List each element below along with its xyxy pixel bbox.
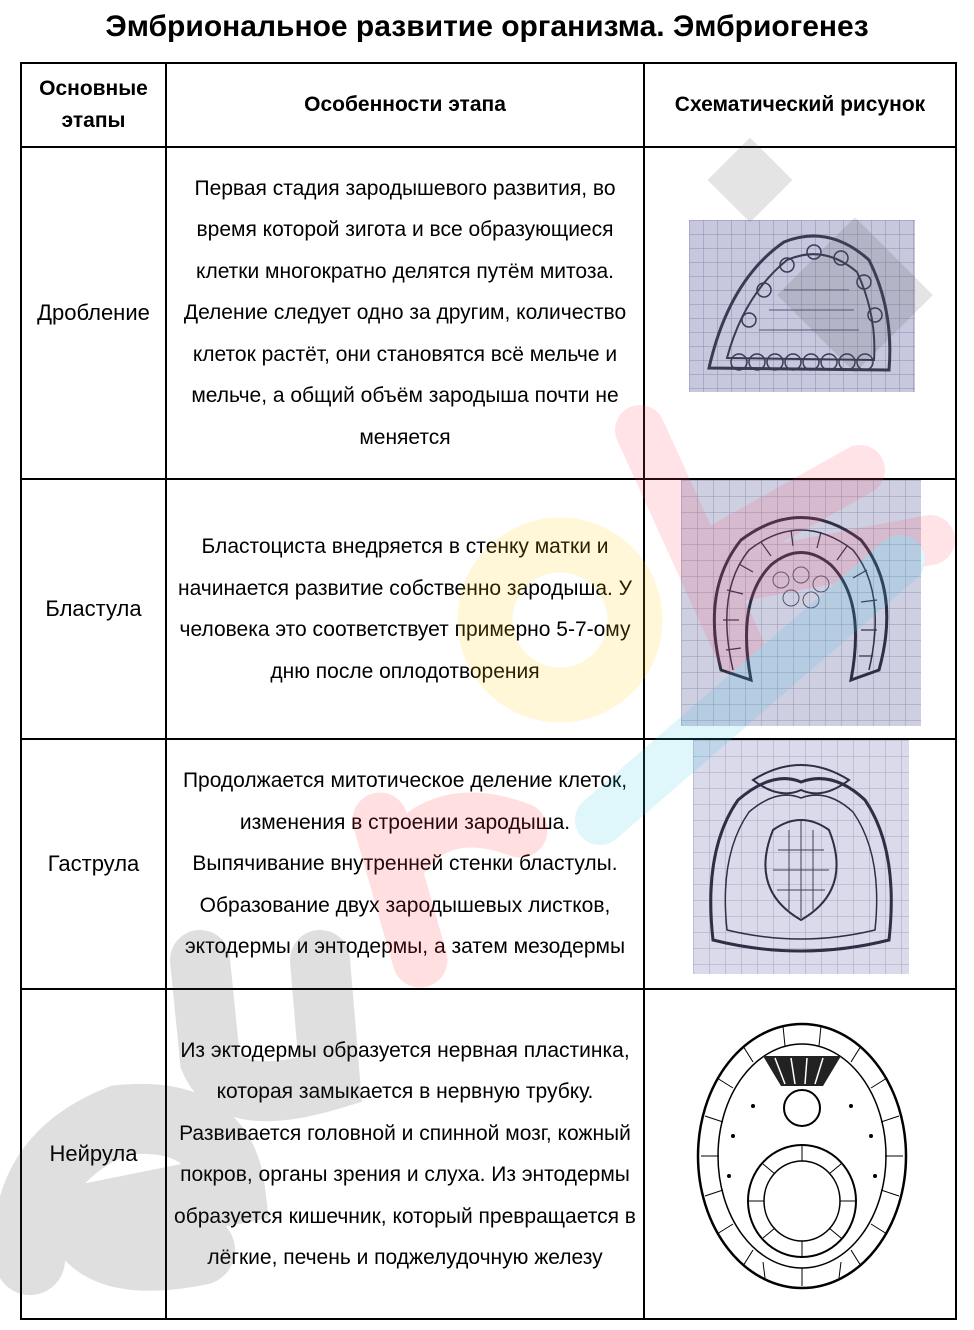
neurula-drawing xyxy=(693,1016,911,1292)
page-title: Эмбриональное развитие организма. Эмбриогенез xyxy=(105,10,869,43)
drawing-cell xyxy=(644,147,956,479)
header-drawing: Схематический рисунок xyxy=(644,63,956,147)
table-row xyxy=(21,479,956,739)
stage-name: Нейрула xyxy=(21,989,166,1319)
cleavage-drawing xyxy=(689,220,915,392)
stage-description: Бластоциста внедряется в стенку матки и начинается развитие собственно зародыша. У человека это соответствует примерно 5-7-ому дню после оплодотворения xyxy=(166,479,644,739)
table-row xyxy=(21,989,956,1319)
header-row xyxy=(21,63,956,147)
drawing-cell xyxy=(644,739,956,989)
stage-name: Бластула xyxy=(21,479,166,739)
gastrula-drawing xyxy=(693,740,909,974)
table-row xyxy=(21,147,956,479)
header-stages: Основные этапы xyxy=(21,63,166,147)
stage-description: Первая стадия зародышевого развития, во время которой зигота и все образующиеся клетки многократно делятся путём митоза. Деление следует одно за другим, количество клеток растёт, они становятся всё мельче и мельче, а общий объём зародыша почти не меняется xyxy=(166,147,644,479)
drawing-cell xyxy=(644,479,956,739)
header-features: Особенности этапа xyxy=(166,63,644,147)
stage-description: Из эктодермы образуется нервная пластинка, которая замыкается в нервную трубку. Развивается головной и спинной мозг, кожный покров, органы зрения и слуха. Из энтодермы образуется кишечник, который превращается в лёгкие, печень и поджелудочную железу xyxy=(166,989,644,1319)
drawing-cell xyxy=(644,989,956,1319)
stage-description: Продолжается митотическое деление клеток, изменения в строении зародыша. Выпячивание внутренней стенки бластулы. Образование двух зародышевых листков, эктодермы и энтодермы, а затем мезодермы xyxy=(166,739,644,989)
table-row xyxy=(21,739,956,989)
blastula-drawing xyxy=(681,480,921,726)
stage-name: Дробление xyxy=(21,147,166,479)
stage-name: Гаструла xyxy=(21,739,166,989)
embryogenesis-table xyxy=(20,62,957,1320)
